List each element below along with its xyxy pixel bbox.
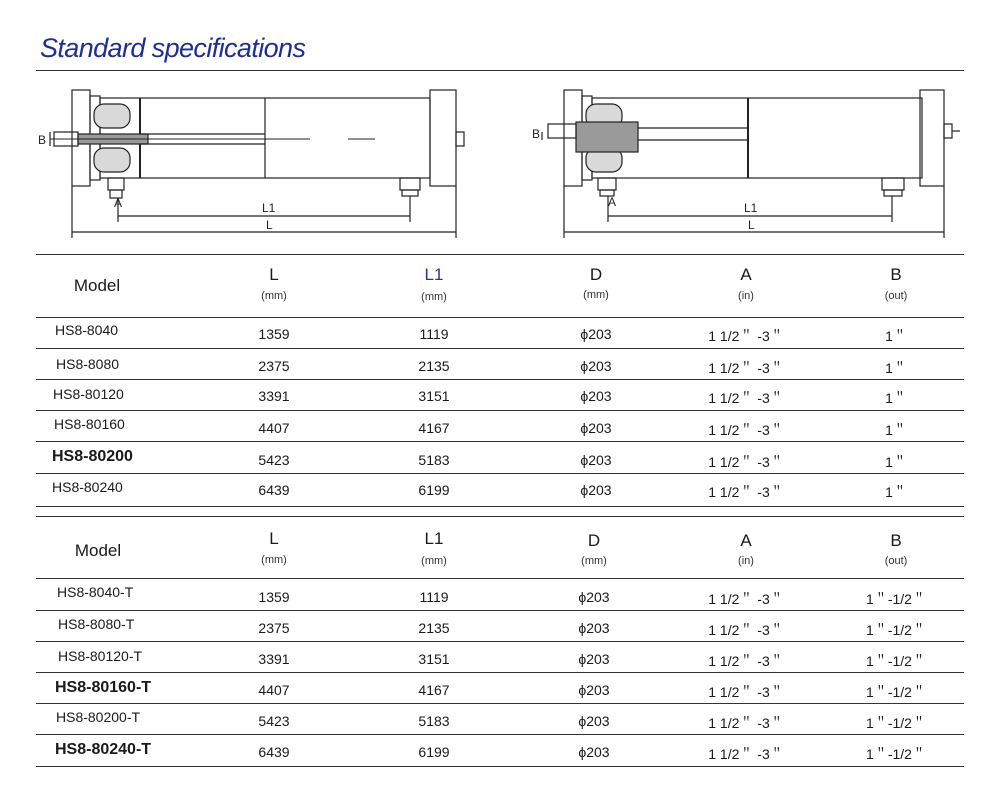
header-a: A: [740, 265, 752, 284]
cell-b: 1＂: [885, 328, 907, 344]
dim-label-l1: L1: [262, 201, 276, 215]
header-l: L: [269, 529, 279, 548]
title-rule: [36, 70, 964, 71]
cell-a: 1 1/2＂ -3＂: [708, 360, 784, 376]
cell-d: ϕ203: [578, 682, 610, 698]
section-rule: [36, 254, 964, 255]
cell-l: 5423: [258, 452, 290, 468]
cell-l1: 2135: [418, 358, 450, 374]
cell-l1: 5183: [418, 452, 450, 468]
header-a: A: [740, 531, 752, 550]
vessel-diagram-end-port: [528, 82, 968, 242]
cell-l: 6439: [258, 482, 290, 498]
dim-label-l: L: [266, 218, 273, 232]
cell-l1: 1119: [419, 326, 449, 342]
cell-l1: 6199: [418, 744, 450, 760]
cell-a: 1 1/2＂ -3＂: [708, 328, 784, 344]
cell-d: ϕ203: [578, 651, 610, 667]
vessel-diagram-side-port: [30, 82, 470, 242]
cell-d: ϕ203: [578, 589, 610, 605]
cell-model: HS8-8080: [56, 356, 120, 372]
row-divider: [36, 379, 964, 380]
cell-l1: 3151: [418, 388, 450, 404]
cell-l: 1359: [258, 589, 290, 605]
cell-l: 2375: [258, 620, 290, 636]
cell-b: 1＂-1/2＂: [866, 622, 926, 638]
dim-label-b: B: [532, 127, 541, 141]
cell-a: 1 1/2＂ -3＂: [708, 390, 784, 406]
cell-d: ϕ203: [580, 452, 612, 468]
cell-d: ϕ203: [580, 358, 612, 374]
page-title: Standard specifications: [40, 33, 306, 63]
header-l1: L1: [424, 529, 444, 548]
cell-d: ϕ203: [578, 744, 610, 760]
cell-l: 3391: [258, 651, 290, 667]
cell-model: HS8-8080-T: [58, 616, 135, 632]
row-divider: [36, 578, 964, 579]
cell-b: 1＂: [885, 454, 907, 470]
cell-a: 1 1/2＂ -3＂: [708, 653, 784, 669]
cell-l: 4407: [258, 420, 290, 436]
cell-l1: 1119: [419, 589, 449, 605]
cell-model: HS8-80120-T: [58, 648, 143, 664]
dim-label-a: A: [114, 196, 123, 210]
row-divider: [36, 610, 964, 611]
cell-l1: 4167: [418, 420, 450, 436]
header-b: B: [890, 265, 902, 284]
table-top-rule: [36, 516, 964, 517]
table-bottom-rule: [36, 506, 964, 507]
cell-b: 1＂: [885, 360, 907, 376]
header-b: B: [890, 531, 902, 550]
row-divider: [36, 734, 964, 735]
header-a-unit: (in): [738, 290, 754, 302]
cell-d: ϕ203: [580, 482, 612, 498]
row-divider: [36, 441, 964, 442]
cell-model: HS8-80240: [52, 479, 123, 495]
cell-a: 1 1/2＂ -3＂: [708, 715, 784, 731]
dim-label-l: L: [748, 218, 755, 232]
header-a-unit: (in): [738, 555, 754, 567]
row-divider: [36, 348, 964, 349]
cell-b: 1＂-1/2＂: [866, 715, 926, 731]
cell-a: 1 1/2＂ -3＂: [708, 622, 784, 638]
cell-d: ϕ203: [578, 620, 610, 636]
header-l-unit: (mm): [261, 290, 287, 302]
dim-label-l1: L1: [744, 201, 758, 215]
cell-l: 5423: [258, 713, 290, 729]
cell-model: HS8-80200: [52, 448, 133, 465]
cell-b: 1＂-1/2＂: [866, 653, 926, 669]
header-b-unit: (out): [884, 290, 908, 302]
cell-l: 4407: [258, 682, 290, 698]
table-bottom-rule: [36, 766, 964, 767]
header-l1-unit: (mm): [421, 291, 447, 303]
cell-model: HS8-80120: [53, 386, 124, 402]
row-divider: [36, 641, 964, 642]
cell-b: 1＂: [885, 390, 907, 406]
cell-d: ϕ203: [580, 420, 612, 436]
row-divider: [36, 410, 964, 411]
header-d-unit: (mm): [581, 555, 607, 567]
cell-a: 1 1/2＂ -3＂: [708, 454, 784, 470]
cell-d: ϕ203: [580, 388, 612, 404]
header-l-unit: (mm): [261, 554, 287, 566]
cell-l1: 3151: [418, 651, 450, 667]
row-divider: [36, 317, 964, 318]
cell-b: 1＂-1/2＂: [866, 591, 926, 607]
cell-a: 1 1/2＂ -3＂: [708, 684, 784, 700]
cell-d: ϕ203: [580, 326, 612, 342]
cell-l: 6439: [258, 744, 290, 760]
dim-label-a: A: [608, 195, 617, 209]
row-divider: [36, 473, 964, 474]
header-b-unit: (out): [884, 555, 908, 567]
cell-b: 1＂: [885, 422, 907, 438]
cell-a: 1 1/2＂ -3＂: [708, 746, 784, 762]
cell-b: 1＂-1/2＂: [866, 746, 926, 762]
cell-model: HS8-80200-T: [56, 709, 141, 725]
header-model: Model: [73, 276, 121, 295]
header-model: Model: [74, 541, 122, 560]
header-d: D: [587, 531, 601, 550]
cell-a: 1 1/2＂ -3＂: [708, 422, 784, 438]
dim-label-b: B: [38, 133, 47, 147]
cell-b: 1＂: [885, 484, 907, 500]
cell-model: HS8-80160-T: [55, 679, 152, 696]
cell-model: HS8-8040-T: [57, 584, 134, 600]
cell-l: 3391: [258, 388, 290, 404]
cell-a: 1 1/2＂ -3＂: [708, 591, 784, 607]
cell-l1: 4167: [418, 682, 450, 698]
cell-l: 2375: [258, 358, 290, 374]
cell-l: 1359: [258, 326, 290, 342]
cell-a: 1 1/2＂ -3＂: [708, 484, 784, 500]
header-l1: L1: [424, 265, 444, 284]
header-d-unit: (mm): [583, 289, 609, 301]
cell-l1: 5183: [418, 713, 450, 729]
cell-model: HS8-80240-T: [55, 741, 152, 758]
row-divider: [36, 672, 964, 673]
header-l1-unit: (mm): [421, 555, 447, 567]
cell-model: HS8-8040: [55, 322, 119, 338]
header-d: D: [589, 265, 603, 284]
header-l: L: [269, 265, 279, 284]
row-divider: [36, 703, 964, 704]
cell-b: 1＂-1/2＂: [866, 684, 926, 700]
cell-d: ϕ203: [578, 713, 610, 729]
cell-l1: 6199: [418, 482, 450, 498]
cell-l1: 2135: [418, 620, 450, 636]
cell-model: HS8-80160: [54, 416, 125, 432]
